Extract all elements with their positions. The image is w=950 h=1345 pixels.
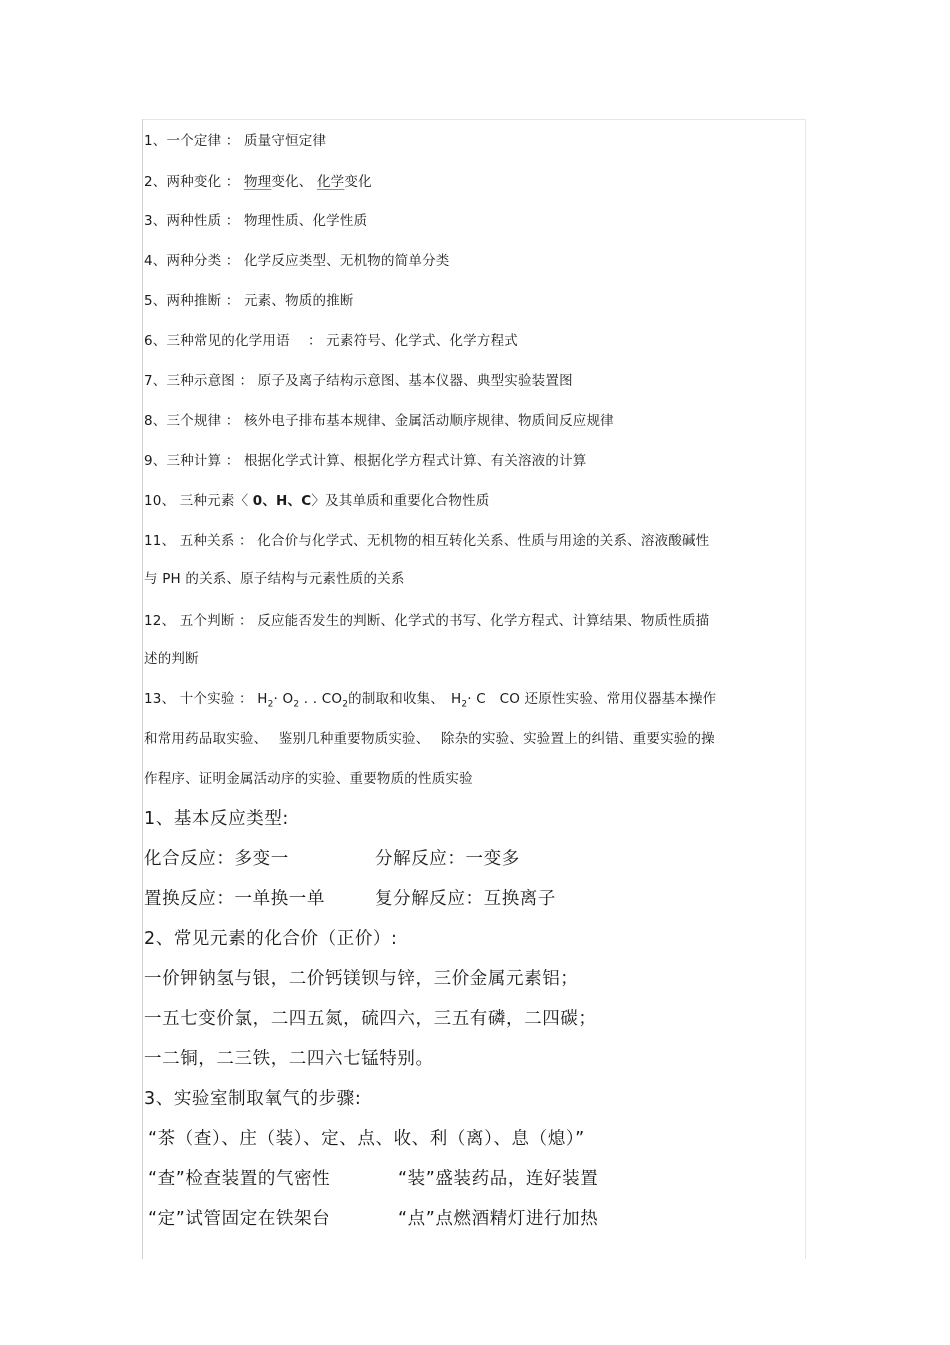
section3-mnemonic: “茶（查）、庄（装）、定、点、收、利（离）、息（熄）” — [148, 1129, 585, 1149]
section3-row1-right: “装”盛装药品，连好装置 — [398, 1169, 599, 1189]
summary-line-9: 9、三种计算 ： 根据化学式计算、根据化学方程式计算、有关溶液的计算 — [144, 453, 587, 469]
summary-line-10 — [144, 489, 489, 509]
summary-line-11b: 与 PH 的关系、原子结构与元素性质的关系 — [144, 571, 405, 587]
l13-o: · O — [273, 691, 294, 707]
summary-line-13c: 作程序、证明金属活动序的实验、重要物质的性质实验 — [144, 771, 473, 787]
section2-line2: 一五七变价氯，二四五氮，硫四六，三五有磷，二四碳； — [144, 1009, 597, 1029]
section3-row2-left: “定”试管固定在铁架台 — [148, 1209, 331, 1229]
summary-line-12a: 12、 五个判断 ： 反应能否发生的判断、化学式的书写、化学方程式、计算结果、物质性质描 — [144, 613, 710, 629]
section1-title: 1、基本反应类型: — [144, 809, 289, 829]
summary-line-3: 3、两种性质 ： 物理性质、化学性质 — [144, 213, 368, 229]
chemical-link[interactable]: 化学 — [316, 174, 345, 190]
summary-line-10-prefix: 10、 三种元素〈 — [144, 493, 253, 509]
summary-line-5: 5、两种推断 ： 元素、物质的推断 — [144, 293, 354, 309]
section1-row2-left: 置换反应：一单换一单 — [144, 889, 325, 909]
section3-title: 3、实验室制取氧气的步骤: — [144, 1089, 362, 1109]
summary-line-2-mid: 变化、 — [271, 174, 317, 190]
summary-line-2 — [144, 170, 372, 190]
l13-sub-2: 2 — [293, 699, 300, 710]
section1-row1-right: 分解反应：一变多 — [375, 849, 520, 869]
l13-prefix: 13、 十个实验 ： H — [144, 691, 268, 707]
summary-line-10-suffix: 〉及其单质和重要化合物性质 — [311, 493, 490, 509]
summary-line-8: 8、三个规律 ： 核外电子排布基本规律、金属活动顺序规律、物质间反应规律 — [144, 413, 614, 429]
summary-line-4: 4、两种分类 ： 化学反应类型、无机物的简单分类 — [144, 253, 450, 269]
section2-line1: 一价钾钠氢与银，二价钙镁钡与锌，三价金属元素铝； — [144, 969, 579, 989]
summary-line-7: 7、三种示意图 ： 原子及离子结构示意图、基本仪器、典型实验装置图 — [144, 373, 573, 389]
l13-suffix: · C CO 还原性实验、常用仪器基本操作 — [467, 691, 717, 707]
section2-title: 2、常见元素的化合价（正价）: — [144, 929, 398, 949]
summary-line-6: 6、三种常见的化学用语 ： 元素符号、化学式、化学方程式 — [144, 333, 518, 349]
section1-row2-right: 复分解反应：互换离子 — [375, 889, 556, 909]
l13-sub-4: 2 — [461, 699, 468, 710]
summary-line-12b: 述的判断 — [144, 651, 199, 667]
physical-link[interactable]: 物理 — [243, 174, 272, 190]
l13-mid: 的制取和收集、 H — [348, 691, 462, 707]
section1-row1-left: 化合反应：多变一 — [144, 849, 289, 869]
l13-sub-1: 2 — [267, 699, 274, 710]
summary-line-13b: 和常用药品取实验、 鉴别几种重要物质实验、 除杂的实验、实验置上的纠错、重要实验的操 — [144, 731, 715, 747]
element-list: 0、H、C — [252, 493, 312, 509]
summary-line-2-suffix: 变化 — [344, 174, 372, 190]
summary-line-11a: 11、 五种关系 ： 化合价与化学式、无机物的相互转化关系、性质与用途的关系、溶液酸碱性 — [144, 533, 710, 549]
summary-line-2-prefix: 2、两种变化 ： — [144, 174, 244, 190]
section3-row1-left: “查”检查装置的气密性 — [148, 1169, 331, 1189]
summary-line-13a — [144, 687, 716, 710]
section3-row2-right: “点”点燃酒精灯进行加热 — [398, 1209, 599, 1229]
l13-dots: . . CO — [299, 691, 343, 707]
l13-sub-3: 2 — [342, 699, 349, 710]
summary-line-1: 1、一个定律 ： 质量守恒定律 — [144, 133, 327, 149]
section2-line3: 一二铜，二三铁，二四六七锰特别。 — [144, 1049, 434, 1069]
